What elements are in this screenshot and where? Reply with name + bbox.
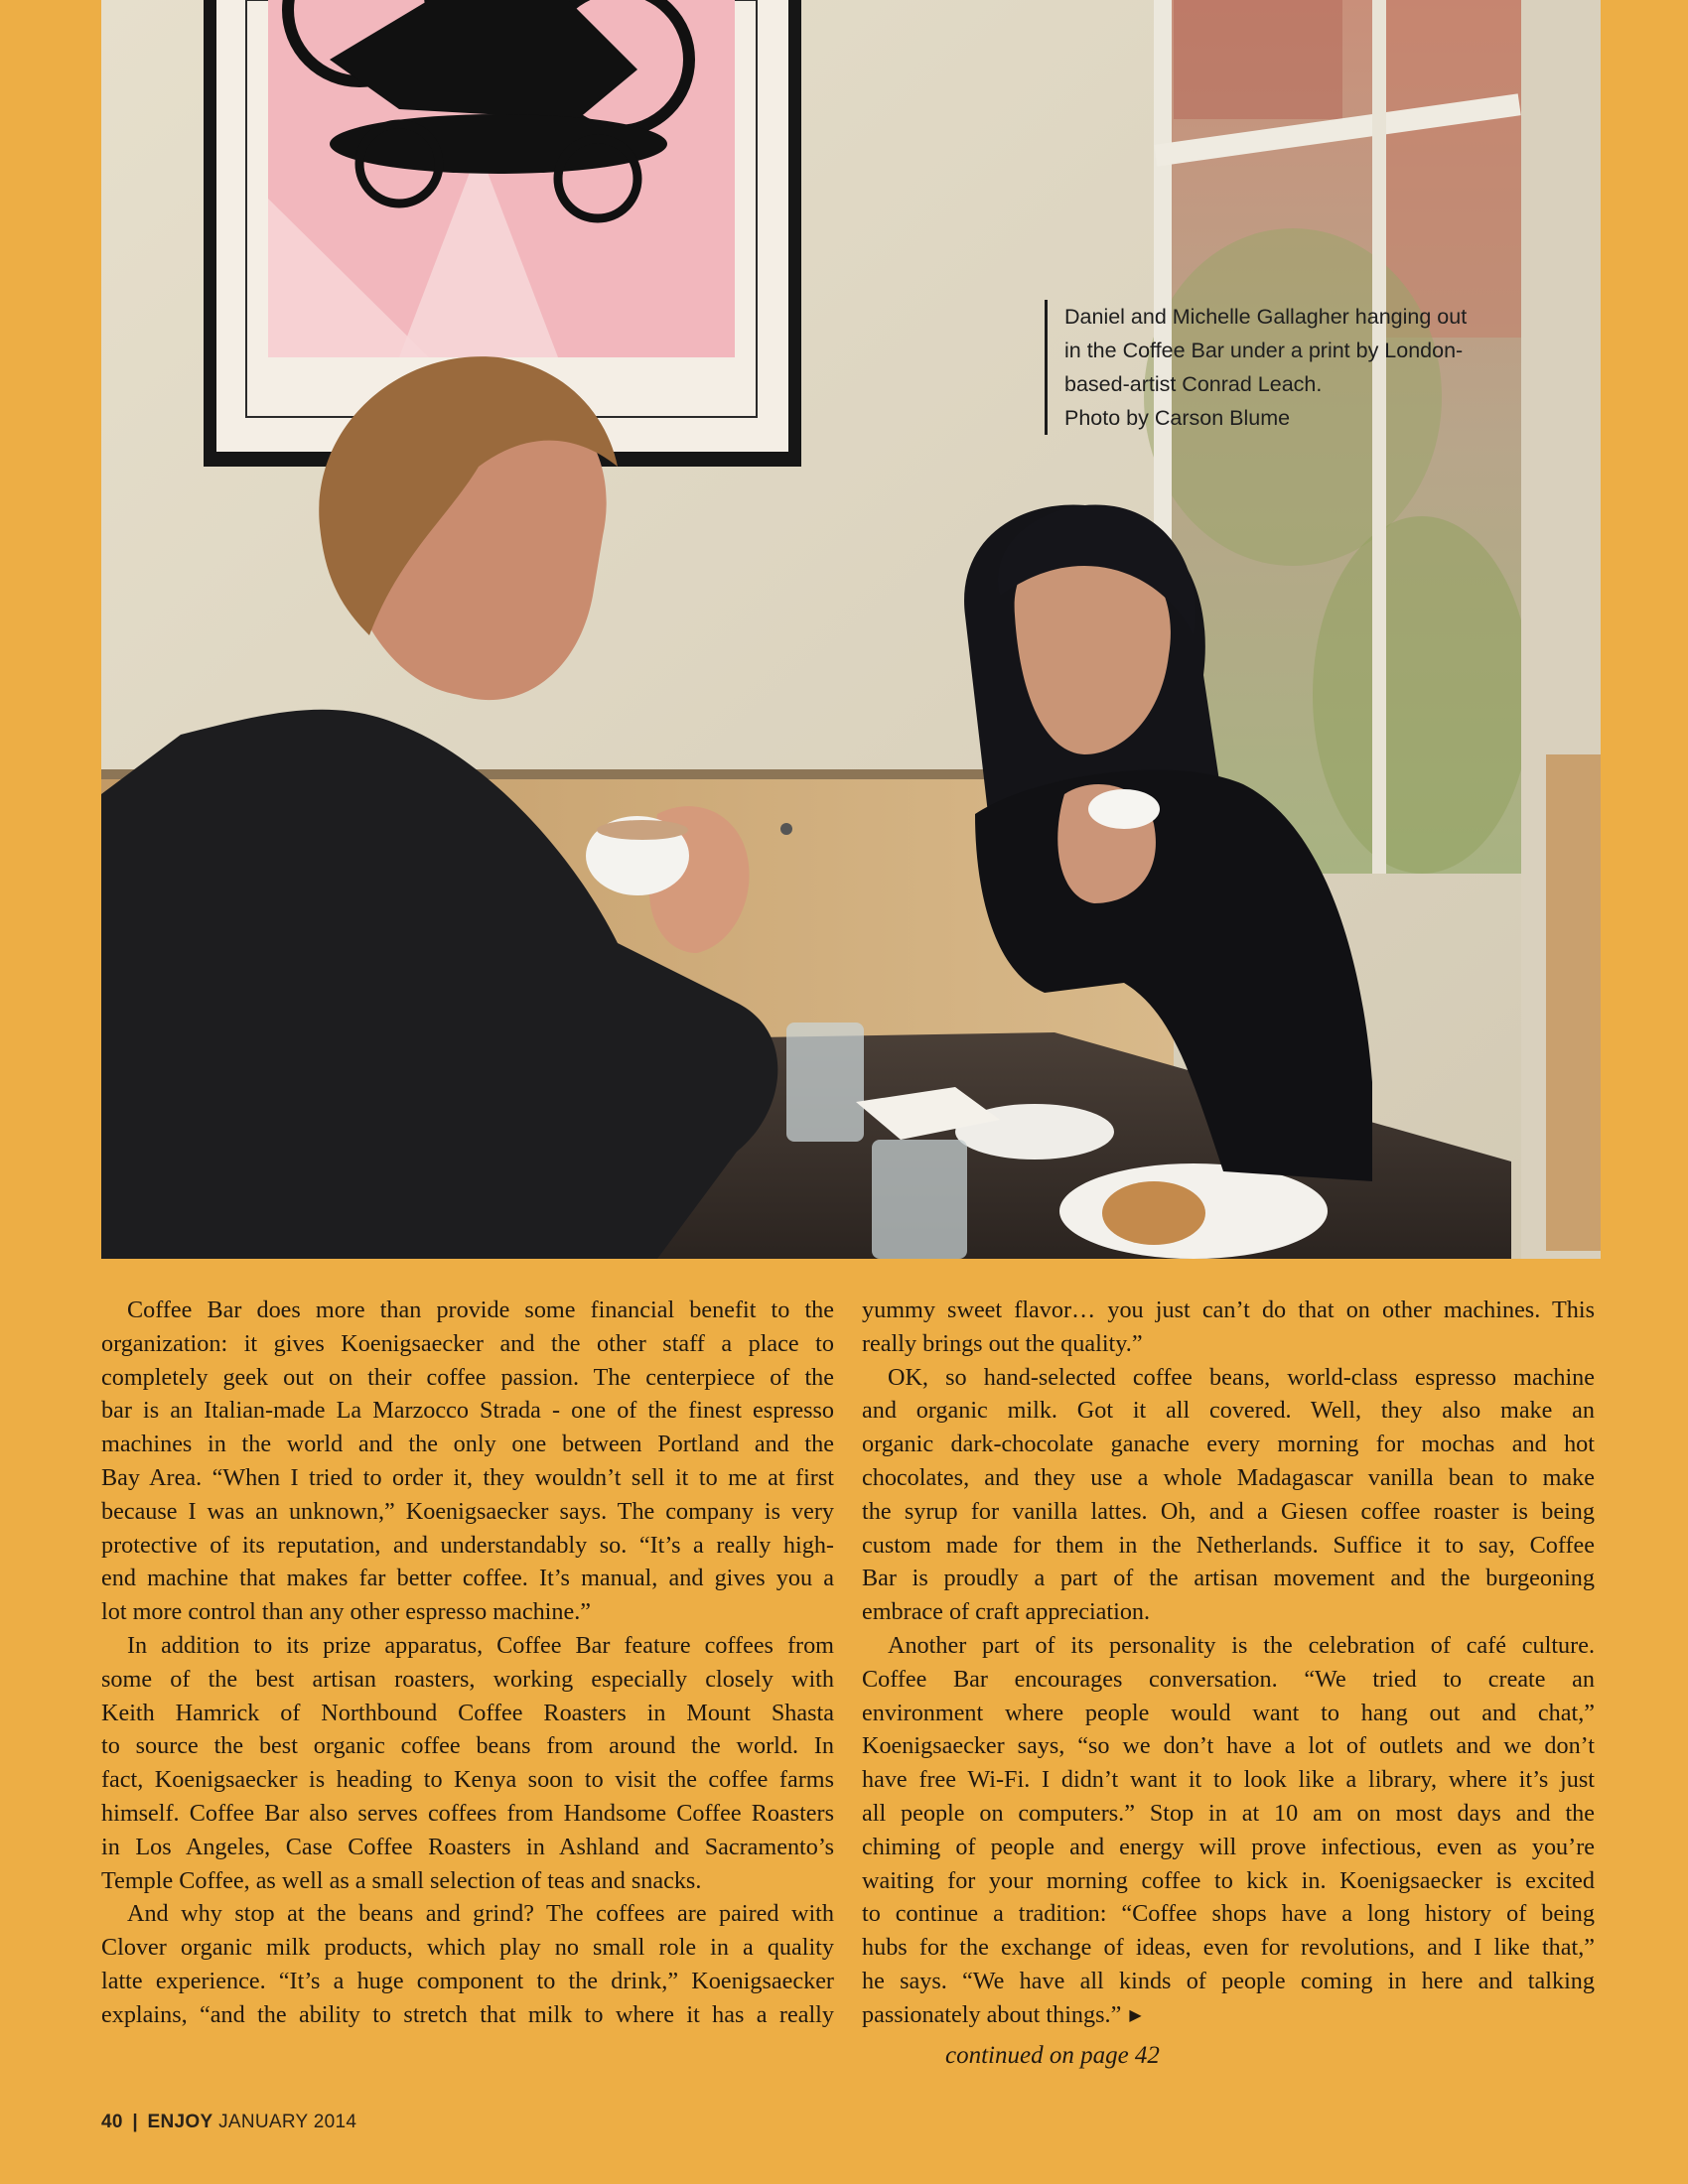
body-line: bar is an Italian-made La Marzocco Strada - one of the finest espresso xyxy=(101,1397,834,1425)
body-line-final-text: passionately about things.” xyxy=(862,2000,1122,2028)
body-line: organization: it gives Koenigsaecker and the other staff a place to xyxy=(101,1329,834,1357)
body-line: protective of its reputation, and understandably so. “It’s a really high- xyxy=(101,1531,834,1559)
end-mark-icon: ▶ xyxy=(1129,2006,1142,2024)
body-line: custom made for them in the Netherlands. Suffice it to say, Coffee xyxy=(862,1531,1595,1559)
body-line: really brings out the quality.” xyxy=(862,1329,1143,1357)
water-glass xyxy=(786,1023,864,1142)
caption-line: Daniel and Michelle Gallagher hanging out xyxy=(1064,305,1468,329)
body-line: environment where people would want to hang out and chat,” xyxy=(862,1699,1595,1726)
continued-link[interactable]: continued on page 42 xyxy=(945,2042,1160,2069)
body-line: machines in the world and the only one between Portland and the xyxy=(101,1431,834,1458)
body-line: OK, so hand-selected coffee beans, world-class espresso machine xyxy=(888,1363,1595,1391)
body-line: Coffee Bar does more than provide some financial benefit to the xyxy=(127,1297,834,1323)
body-line: and organic milk. Got it all covered. Well, they also make an xyxy=(862,1397,1595,1425)
body-line: In addition to its prize apparatus, Coffee Bar feature coffees from xyxy=(127,1631,834,1659)
body-line: end machine that makes far better coffee. It’s manual, and gives you a xyxy=(101,1565,834,1592)
caption-line: in the Coffee Bar under a print by London- xyxy=(1064,339,1464,362)
body-line: And why stop at the beans and grind? The coffees are paired with xyxy=(127,1900,834,1928)
footer-separator: | xyxy=(132,2112,138,2132)
issue-date: JANUARY 2014 xyxy=(218,2112,357,2132)
cafe-photo-illustration xyxy=(101,0,1601,1259)
body-line: explains, “and the ability to stretch that milk to where it has a really xyxy=(101,2000,834,2028)
body-line: completely geek out on their coffee passion. The centerpiece of the xyxy=(101,1363,834,1391)
cafe-photo xyxy=(101,0,1601,1259)
body-line: in Los Angeles, Case Coffee Roasters in Ashland and Sacramento’s xyxy=(101,1833,834,1860)
body-line: some of the best artisan roasters, working especially closely with xyxy=(101,1665,834,1693)
body-line: yummy sweet flavor… you just can’t do that on other machines. This xyxy=(862,1297,1595,1323)
body-line: because I was an unknown,” Koenigsaecker says. The company is very xyxy=(101,1497,834,1525)
body-line: to source the best organic coffee beans from around the world. In xyxy=(101,1732,834,1760)
article-left-column xyxy=(101,1294,834,2032)
body-line: Clover organic milk products, which play no small role in a quality xyxy=(101,1934,834,1962)
body-line: the syrup for vanilla lattes. Oh, and a Giesen coffee roaster is being xyxy=(862,1497,1595,1525)
article-right-column xyxy=(862,1294,1595,2032)
page-number: 40 xyxy=(101,2112,123,2132)
body-line: waiting for your morning coffee to kick in. Koenigsaecker is excited xyxy=(862,1866,1595,1894)
magazine-name: ENJOY xyxy=(147,2112,213,2132)
body-line: to continue a tradition: “Coffee shops have a long history of being xyxy=(862,1900,1595,1928)
body-line: organic dark-chocolate ganache every morning for mochas and hot xyxy=(862,1431,1595,1458)
body-line: Another part of its personality is the celebration of café culture. xyxy=(888,1631,1595,1659)
body-line: Bay Area. “When I tried to order it, they wouldn’t sell it to me at first xyxy=(101,1463,834,1491)
body-line: chiming of people and energy will prove infectious, even as you’re xyxy=(862,1833,1595,1860)
photo-caption xyxy=(1045,300,1561,435)
body-line: chocolates, and they use a whole Madagascar vanilla bean to make xyxy=(862,1463,1595,1491)
caption-line: based-artist Conrad Leach. xyxy=(1064,372,1323,396)
body-line: Coffee Bar encourages conversation. “We tried to create an xyxy=(862,1665,1595,1693)
body-line-final xyxy=(862,1998,1595,2032)
body-line: have free Wi-Fi. I didn’t want it to look like a library, where it’s just xyxy=(862,1766,1595,1794)
body-line: himself. Coffee Bar also serves coffees from Handsome Coffee Roasters xyxy=(101,1799,834,1827)
caption-line: Photo by Carson Blume xyxy=(1064,406,1291,430)
body-line: Bar is proudly a part of the artisan movement and the burgeoning xyxy=(862,1565,1595,1592)
page-footer xyxy=(101,2112,356,2133)
body-line: Temple Coffee, as well as a small selection of teas and snacks. xyxy=(101,1866,702,1894)
body-line: latte experience. “It’s a huge component to the drink,” Koenigsaecker xyxy=(101,1967,834,1994)
body-line: he says. “We have all kinds of people coming in here and talking xyxy=(862,1967,1595,1994)
womans-cup xyxy=(1088,789,1160,829)
body-line: hubs for the exchange of ideas, even for revolutions, and I like that,” xyxy=(862,1934,1595,1962)
body-line: all people on computers.” Stop in at 10 am on most days and the xyxy=(862,1799,1595,1827)
body-line: Koenigsaecker says, “so we don’t have a lot of outlets and we don’t xyxy=(862,1732,1595,1760)
body-line: embrace of craft appreciation. xyxy=(862,1598,1151,1626)
body-line: lot more control than any other espresso machine.” xyxy=(101,1598,591,1626)
body-line: Keith Hamrick of Northbound Coffee Roasters in Mount Shasta xyxy=(101,1699,834,1726)
body-line: fact, Koenigsaecker is heading to Kenya soon to visit the coffee farms xyxy=(101,1766,834,1794)
